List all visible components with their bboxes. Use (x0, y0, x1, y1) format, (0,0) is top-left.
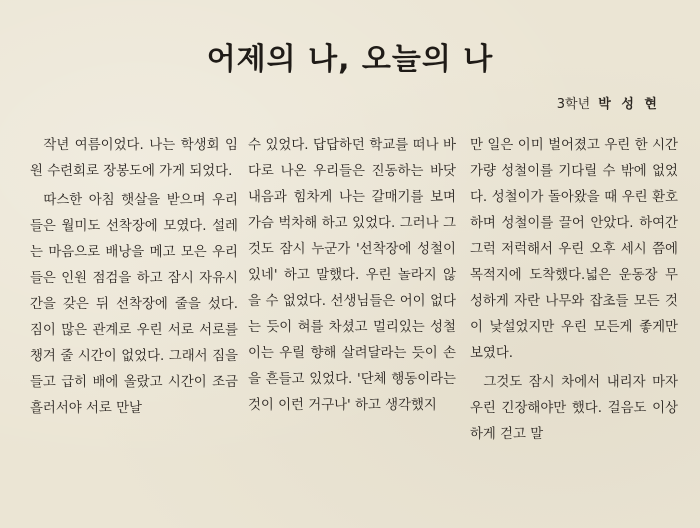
text-column-3 (470, 133, 678, 448)
author-grade: 3학년 (556, 97, 591, 112)
paragraph: 따스한 아침 햇살을 받으며 우리들은 월미도 선착장에 모였다. 설레는 마음으로 배낭을 메고 모은 우리들은 인원 점검을 하고 잠시 자유시간을 갖은 뒤 선착장에 줄을 섰다. 짐이 많은 관계로 우린 서로 서로를 챙겨 줄 시간이 없었다. 그래서 짐을 들고 급히 배에 올랐고 시간이 조금 흘러서야 서로 만날 (30, 193, 238, 416)
paragraph: 그것도 잠시 차에서 내리자 마자 우린 긴장해야만 했다. 걸음도 이상하게 걷고 말 (470, 375, 678, 442)
paragraph: 작년 여름이었다. 나는 학생회 임원 수련회로 장봉도에 가게 되었다. (30, 138, 238, 179)
article-title: 어제의 나, 오늘의 나 (206, 42, 494, 77)
text-column-2 (248, 133, 456, 419)
text-column-1 (30, 133, 238, 422)
author-name: 박 성 현 (598, 97, 660, 112)
paragraph: 만 일은 이미 벌어졌고 우린 한 시간 가량 성철이를 기다릴 수 밖에 없었다. 성철이가 돌아왔을 때 우린 환호하며 성철이를 끌어 안았다. 하여간 그럭 저럭해서 우린 오후 세시 쯤에 목적지에 도착했다.넓은 운동장 무성하게 자란 나무와 잡초들 모든 것이 낯설었지만 우린 모든게 좋게만 보였다. (470, 138, 678, 361)
article-byline (557, 93, 660, 112)
paragraph: 수 있었다. 답답하던 학교를 떠나 바다로 나온 우리들은 진동하는 바닷 내음과 힘차게 나는 갈매기를 보며 가슴 벅차해 하고 있었다. 그러나 그것도 잠시 누군가 '선착장에 성철이 있네' 하고 말했다. 우린 놀라지 않을 수 없었다. 선생님들은 어이 없다는 듯이 혀를 차셨고 멀리있는 성철이는 우릴 향해 살려달라는 듯이 손을 흔들고 있었다. '단체 행동이라는 것이 이런 거구나' 하고 생각했지 (248, 138, 456, 413)
